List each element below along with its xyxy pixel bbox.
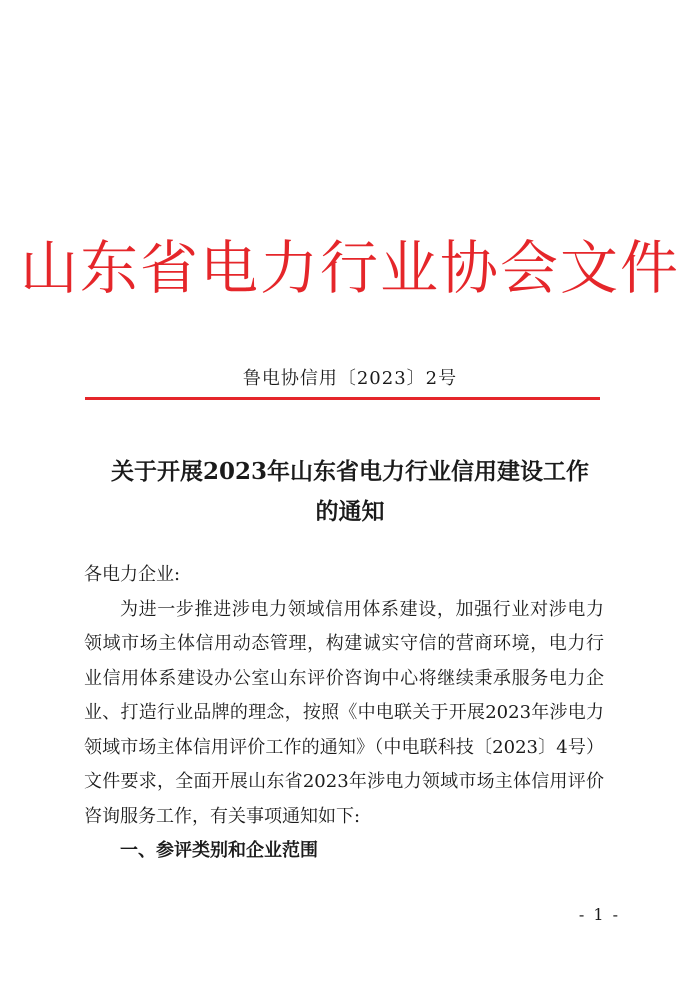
red-divider-line — [85, 397, 600, 400]
page-number: - 1 - — [578, 905, 620, 924]
body-paragraph: 为进一步推进涉电力领域信用体系建设，加强行业对涉电力领域市场主体信用动态管理，构建诚实守信的营商环境，电力行业信用体系建设办公室山东评价咨询中心将继续秉承服务电力企业、打造行业品牌的理念，按照《中电联关于开展2023年涉电力领域市场主体信用评价工作的通知》（中电联科技〔2023〕4号）文件要求，全面开展山东省2023年涉电力领域市场主体信用评价咨询服务工作，有关事项通知如下: — [84, 598, 604, 827]
notice-title-line-1: 关于开展2023年山东省电力行业信用建设工作 — [110, 458, 589, 485]
notice-title-line-2: 的通知 — [315, 498, 385, 525]
salutation: 各电力企业: — [84, 564, 181, 585]
section-heading: 一、参评类别和企业范围 — [120, 840, 318, 861]
document-number: 鲁电协信用〔2023〕2号 — [242, 368, 458, 389]
document-header-title: 山东省电力行业协会文件 — [19, 234, 680, 302]
notice-body — [84, 558, 604, 869]
notice-title — [60, 452, 640, 532]
